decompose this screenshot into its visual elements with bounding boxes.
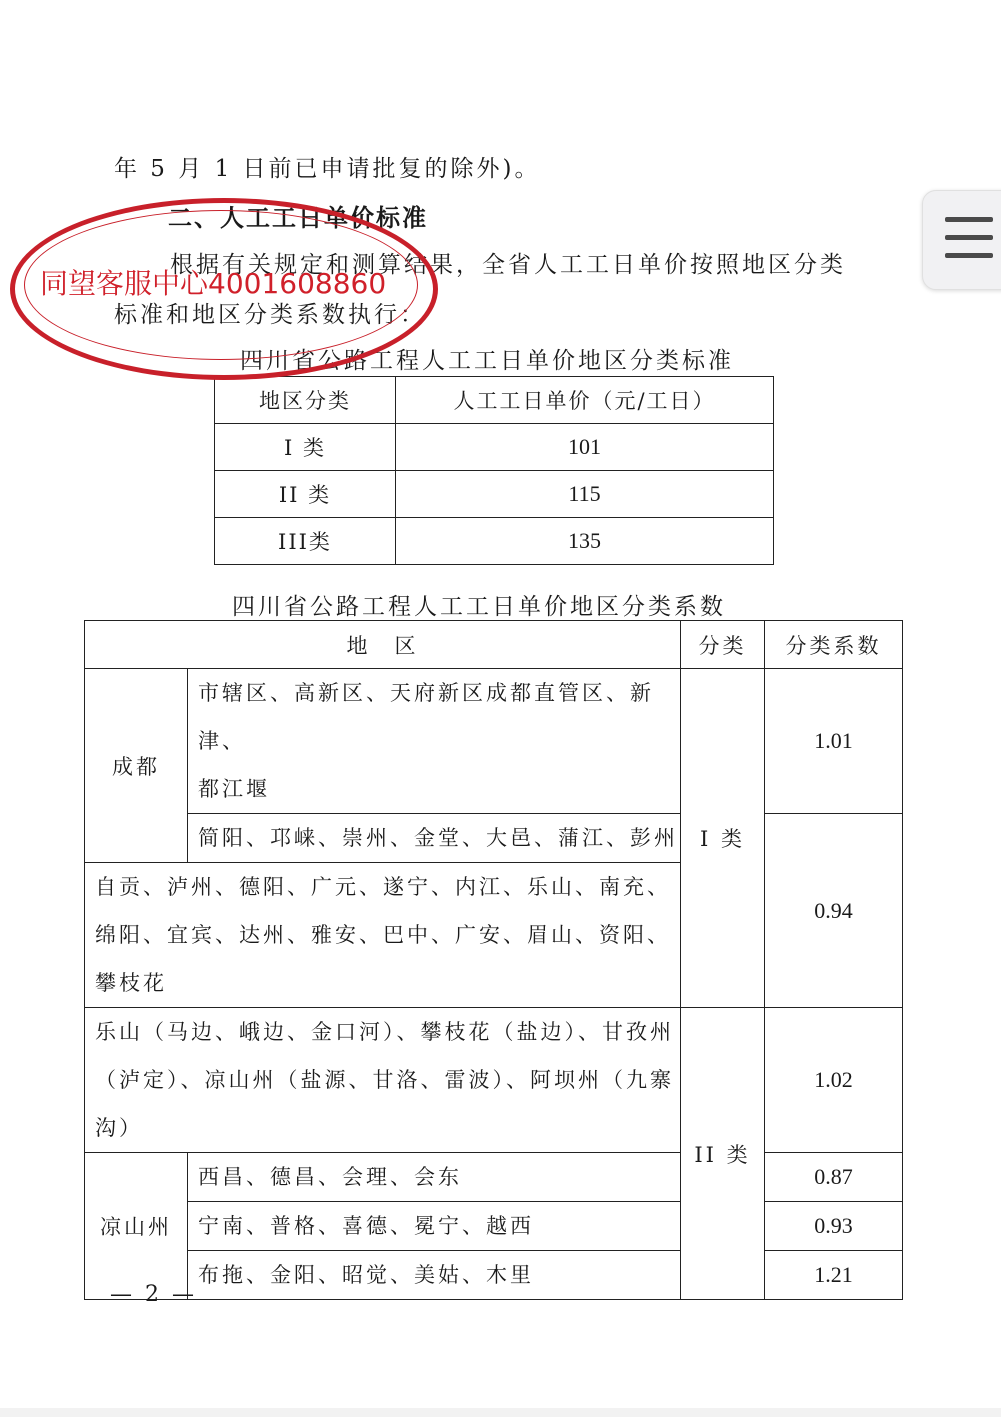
chengdu-districts-line2: 都江堰 [198,777,270,801]
header-region: 地 区 [85,621,681,669]
stamp-text: 同望客服中心4001608860 [40,267,387,300]
table-header-row [215,377,774,424]
region-class-cell: I 类 [215,424,396,471]
table-row [85,1153,903,1202]
coefficient-cell: 0.87 [765,1153,903,1202]
coefficient-cell: 1.21 [765,1251,903,1300]
table-row [85,1202,903,1251]
header-class: 分类 [681,621,765,669]
menu-button[interactable] [922,190,1001,290]
table-row [85,1251,903,1300]
table-row [215,424,774,471]
class-cell-2: II 类 [681,1008,765,1300]
coefficient-cell: 1.01 [765,669,903,814]
table1-caption: 四川省公路工程人工工日单价地区分类标准 [240,348,734,374]
table-row [85,1008,903,1153]
special-regions-cell [85,1008,681,1153]
coefficient-cell: 0.93 [765,1202,903,1251]
region-coefficient-table [84,620,903,1300]
class-cell-1: I 类 [681,669,765,1008]
section-heading: 二、人工工日单价标准 [168,204,428,232]
special-line3: 沟） [95,1116,143,1140]
special-line1: 乐山（马边、峨边、金口河）、攀枝花（盐边）、甘孜州 [95,1020,674,1044]
price-cell: 101 [396,424,774,471]
liangshan-counties-cell: 宁南、普格、喜德、冕宁、越西 [188,1202,681,1251]
body-line-1: 年 5 月 1 日前已申请批复的除外)。 [114,156,541,182]
region-class-cell: III类 [215,518,396,565]
page-number: — 2 — [110,1282,197,1307]
cities-line1: 自贡、泸州、德阳、广元、遂宁、内江、乐山、南充、 [95,875,671,899]
paragraph-line-1: 根据有关规定和测算结果，全省人工工日单价按照地区分类 [170,252,846,278]
liangshan-counties-cell: 布拖、金阳、昭觉、美姑、木里 [188,1251,681,1300]
table-row [215,471,774,518]
chengdu-districts-line1: 市辖区、高新区、天府新区成都直管区、新津、 [198,681,654,753]
table-row [215,518,774,565]
liangshan-label: 凉山州 [85,1153,188,1300]
liangshan-counties-cell: 西昌、德昌、会理、会东 [188,1153,681,1202]
header-unit-price: 人工工日单价（元/工日） [396,377,774,424]
table-header-row [85,621,903,669]
coefficient-cell: 0.94 [765,814,903,1008]
cities-line2: 绵阳、宜宾、达州、雅安、巴中、广安、眉山、资阳、 [95,923,671,947]
chengdu-label: 成都 [85,669,188,863]
cities-line3: 攀枝花 [95,971,167,995]
chengdu-counties-cell: 简阳、邛崃、崇州、金堂、大邑、蒲江、彭州 [188,814,681,863]
region-price-table [214,376,774,565]
table-row [85,669,903,814]
chengdu-districts-cell [188,669,681,814]
header-coefficient: 分类系数 [765,621,903,669]
special-line2: （泸定）、凉山州（盐源、甘洛、雷波）、阿坝州（九寨 [95,1068,674,1092]
table2-caption: 四川省公路工程人工工日单价地区分类系数 [232,594,726,620]
cities-group-cell [85,863,681,1008]
coefficient-cell: 1.02 [765,1008,903,1153]
price-cell: 135 [396,518,774,565]
price-cell: 115 [396,471,774,518]
header-region-class: 地区分类 [215,377,396,424]
table-row [85,814,903,863]
paragraph-line-2: 标准和地区分类系数执行： [114,302,426,328]
bottom-bar [0,1408,1001,1417]
region-class-cell: II 类 [215,471,396,518]
